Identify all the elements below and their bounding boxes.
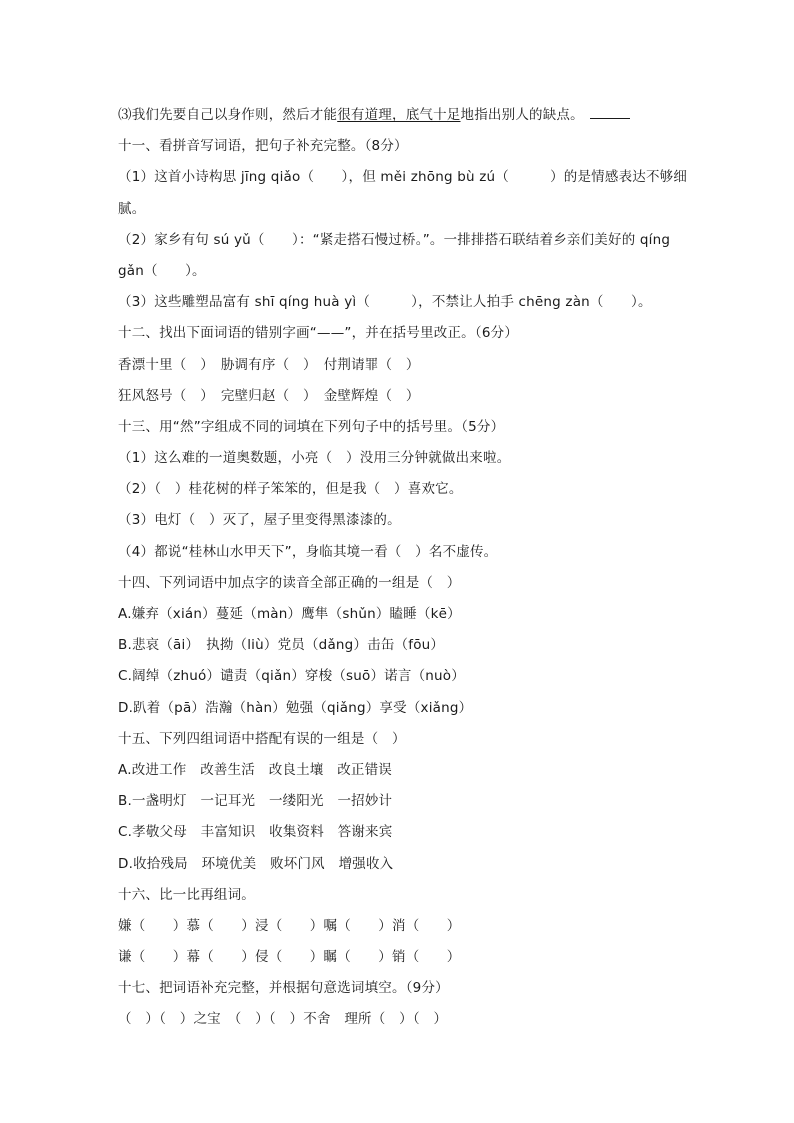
- section-15-option-b: B.一盏明灯 一记耳光 一缕阳光 一招妙计: [118, 793, 393, 810]
- section-11-heading: 十一、看拼音写词语，把句子补充完整。（8分）: [118, 138, 408, 155]
- section-13-heading: 十三、用“然”字组成不同的词填在下列句子中的括号里。（5分）: [118, 418, 505, 435]
- section-13-item-1: （1）这么难的一道奥数题，小亮（ ）没用三分钟就做出来啦。: [118, 450, 511, 467]
- section-16-row-1: 嫌（ ）慕（ ）浸（ ）嘱（ ）消（ ）: [118, 917, 461, 934]
- section-11-item-3: （3）这些雕塑品富有 shī qíng huà yì（ ），不禁让人拍手 chēng zàn（ ）。: [118, 294, 652, 311]
- question-3-line: [118, 100, 678, 131]
- section-11-item-1: （1）这首小诗构思 jīng qiǎo（ ），但 měi zhōng bù zú（ ）的是情感表达不够细: [118, 169, 688, 186]
- section-16-row-2: 谦（ ）幕（ ）侵（ ）瞩（ ）销（ ）: [118, 949, 461, 966]
- section-14-option-c: C.阔绰（zhuó）谴责（qiǎn）穿梭（suō）诺言（nuò）: [118, 668, 465, 685]
- section-14-option-a: A.嫌弃（xián）蔓延（màn）鹰隼（shǔn）瞌睡（kē）: [118, 606, 461, 622]
- section-14-option-b: B.悲哀（āi） 执拗（liù）党员（dǎng）击缶（fōu）: [118, 637, 445, 654]
- question-3-text-start: ⑶我们先要自己以身作则，然后才能: [118, 107, 338, 123]
- section-15-option-d: D.收拾残局 环境优美 败坏门风 增强收入: [118, 855, 394, 872]
- section-12-row-1: 香漂十里（ ） 胁调有序（ ） 付荆请罪（ ）: [118, 356, 420, 373]
- section-13-item-3: （3）电灯（ ）灭了，屋子里变得黑漆漆的。: [118, 512, 401, 529]
- section-11-item-2: （2）家乡有句 sú yǔ（ ）：“紧走搭石慢过桥。”。一排排搭石联结着乡亲们美好的 qíng: [118, 231, 671, 248]
- section-15-option-a: A.改进工作 改善生活 改良土壤 改正错误: [118, 761, 392, 778]
- section-13-item-4: （4）都说“桂林山水甲天下”，身临其境一看（ ）名不虚传。: [118, 543, 498, 560]
- section-11-item-1-cont: 腻。: [118, 200, 146, 217]
- section-17-row-1: （ ）（ ）之宝 （ ）（ ）不舍 理所（ ）（ ）: [118, 1011, 448, 1028]
- section-15-option-c: C.孝敬父母 丰富知识 收集资料 答谢来宾: [118, 824, 393, 841]
- section-12-row-2: 狂风怒号（ ） 完壁归赵（ ） 金壁辉煌（ ）: [118, 387, 420, 404]
- section-16-heading: 十六、比一比再组词。: [118, 886, 255, 903]
- section-11-item-2-cont: gǎn（ ）。: [118, 262, 206, 279]
- section-13-item-2: （2）（ ）桂花树的样子笨笨的，但是我（ ）喜欢它。: [118, 481, 463, 498]
- section-17-heading: 十七、把词语补充完整，并根据句意选词填空。（9分）: [118, 980, 449, 997]
- section-14-option-d: D.趴着（pā）浩瀚（hàn）勉强（qiǎng）享受（xiǎng）: [118, 699, 473, 716]
- worksheet-page: [118, 100, 688, 1036]
- section-12-heading: 十二、找出下面词语的错别字画“——”，并在括号里改正。（6分）: [118, 325, 519, 342]
- question-3-text-end: 地指出别人的缺点。: [460, 107, 584, 123]
- section-15-heading: 十五、下列四组词语中搭配有误的一组是（ ）: [118, 730, 406, 747]
- question-3-underlined-phrase: 很有道理，底气十足: [337, 107, 461, 123]
- answer-blank[interactable]: [590, 106, 630, 119]
- section-14-heading: 十四、下列词语中加点字的读音全部正确的一组是（ ）: [118, 574, 461, 591]
